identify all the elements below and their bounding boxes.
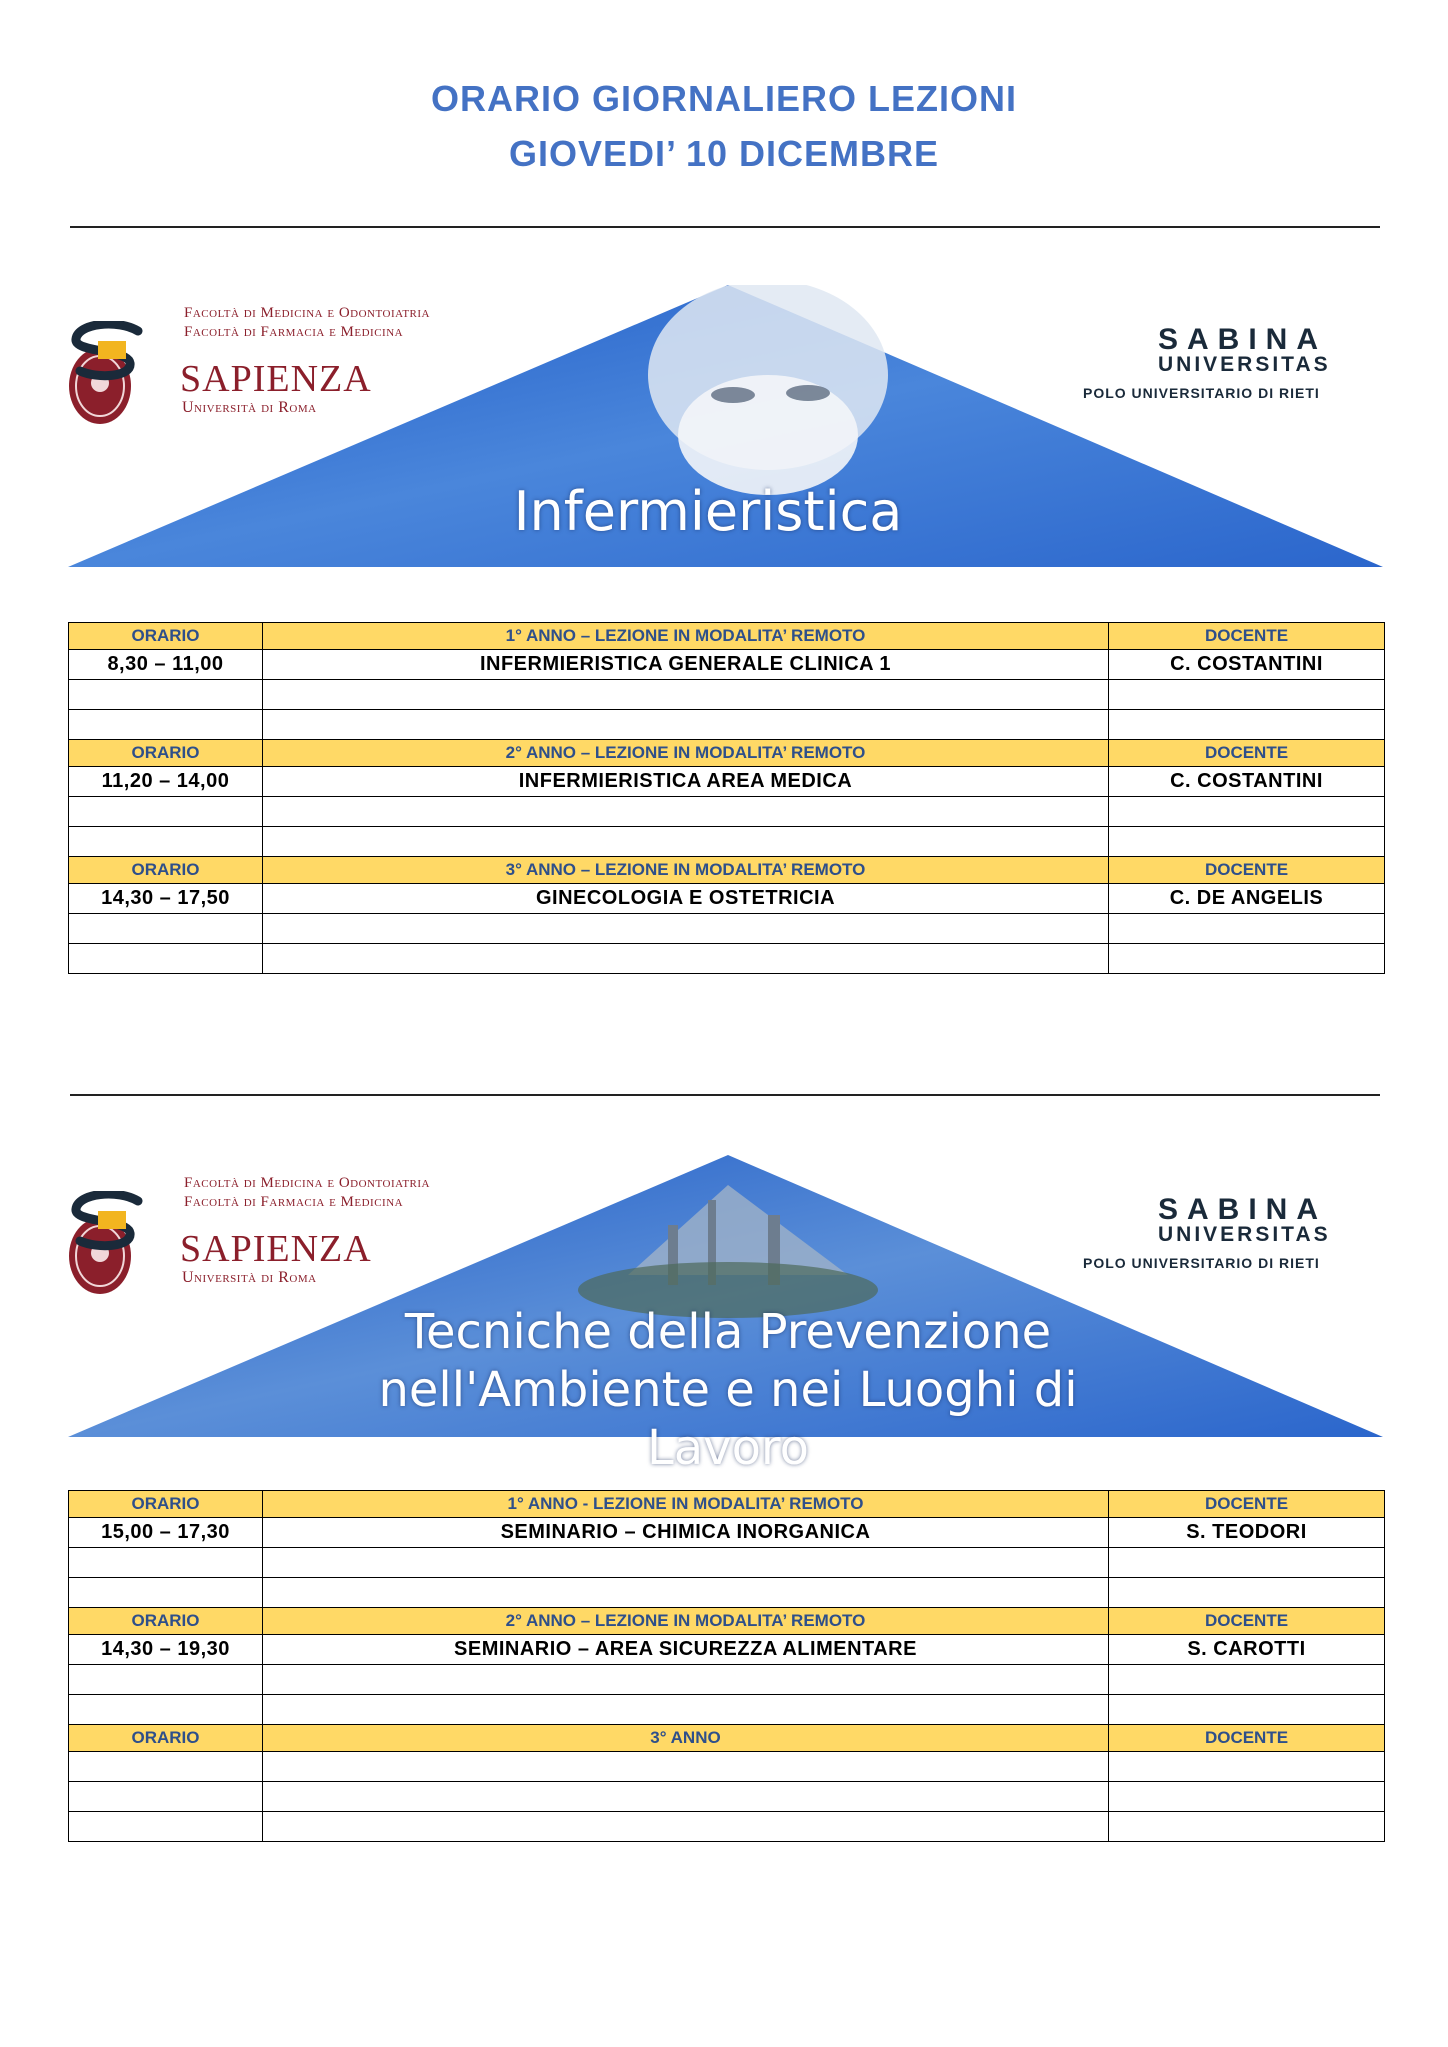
empty-row: [69, 1548, 1385, 1578]
col-orario: ORARIO: [69, 623, 263, 650]
time-cell: [69, 1752, 263, 1782]
teacher-cell: S. TEODORI: [1109, 1518, 1385, 1548]
subject-cell: SEMINARIO – AREA SICUREZZA ALIMENTARE: [263, 1635, 1109, 1665]
time-cell: 15,00 – 17,30: [69, 1518, 263, 1548]
empty-row: [69, 1695, 1385, 1725]
empty-row: [69, 1782, 1385, 1812]
col-docente: DOCENTE: [1109, 1491, 1385, 1518]
schedule-table-infermieristica: [68, 622, 1385, 974]
year-header: 1° ANNO - LEZIONE IN MODALITA’ REMOTO: [263, 1491, 1109, 1518]
year-header: 3° ANNO – LEZIONE IN MODALITA’ REMOTO: [263, 857, 1109, 884]
course-title-line1: Tecniche della Prevenzione: [404, 1304, 1052, 1360]
table-row: [69, 767, 1385, 797]
table-row: [69, 884, 1385, 914]
faculty-line2: Facoltà di Farmacia e Medicina: [184, 1194, 404, 1210]
page-title-line2: GIOVEDI’ 10 DICEMBRE: [508, 133, 940, 174]
time-cell: 14,30 – 19,30: [69, 1635, 263, 1665]
col-docente: DOCENTE: [1109, 857, 1385, 884]
divider: [70, 226, 1380, 228]
col-docente: DOCENTE: [1109, 623, 1385, 650]
schedule-table-tecniche-prevenzione: [68, 1490, 1385, 1842]
table-header-row: [69, 623, 1385, 650]
table-row: [69, 650, 1385, 680]
subject-cell: INFERMIERISTICA AREA MEDICA: [263, 767, 1109, 797]
table-header-row: [69, 1608, 1385, 1635]
time-cell: 8,30 – 11,00: [69, 650, 263, 680]
sabina-universitas: UNIVERSITAS: [1158, 353, 1331, 376]
col-docente: DOCENTE: [1109, 1608, 1385, 1635]
table-header-row: [69, 1491, 1385, 1518]
faculty-line1: Facoltà di Medicina e Odontoiatria: [184, 1175, 430, 1191]
year-header: 2° ANNO – LEZIONE IN MODALITA’ REMOTO: [263, 1608, 1109, 1635]
table-row: [69, 1518, 1385, 1548]
course-title: [298, 1303, 1158, 1477]
table-header-row: [69, 740, 1385, 767]
teacher-cell: C. COSTANTINI: [1109, 650, 1385, 680]
divider: [70, 1094, 1380, 1096]
time-cell: 14,30 – 17,50: [69, 884, 263, 914]
empty-row: [69, 914, 1385, 944]
sabina-logo-icon: [68, 1191, 164, 1251]
subject-cell: [263, 1752, 1109, 1782]
sapienza-sub: Università di Roma: [182, 399, 317, 416]
sapienza-sub: Università di Roma: [182, 1269, 317, 1286]
empty-row: [69, 797, 1385, 827]
sabina-universitas: UNIVERSITAS: [1158, 1223, 1331, 1246]
empty-row: [69, 680, 1385, 710]
table-header-row: [69, 857, 1385, 884]
col-docente: DOCENTE: [1109, 740, 1385, 767]
teacher-cell: [1109, 1752, 1385, 1782]
sapienza-name: SAPIENZA: [180, 1228, 372, 1270]
sabina-polo: POLO UNIVERSITARIO DI RIETI: [1083, 385, 1320, 401]
col-orario: ORARIO: [69, 857, 263, 884]
empty-row: [69, 827, 1385, 857]
table-header-row: [69, 1725, 1385, 1752]
sabina-name: SABINA: [1158, 323, 1328, 356]
time-cell: 11,20 – 14,00: [69, 767, 263, 797]
teacher-cell: S. CAROTTI: [1109, 1635, 1385, 1665]
empty-row: [69, 1665, 1385, 1695]
subject-cell: INFERMIERISTICA GENERALE CLINICA 1: [263, 650, 1109, 680]
col-docente: DOCENTE: [1109, 1725, 1385, 1752]
sabina-polo: POLO UNIVERSITARIO DI RIETI: [1083, 1255, 1320, 1271]
sapienza-name: SAPIENZA: [180, 358, 372, 400]
empty-row: [69, 1578, 1385, 1608]
banner-infermieristica: [68, 285, 1383, 567]
banner-tecniche-prevenzione: [68, 1155, 1383, 1476]
empty-row: [69, 944, 1385, 974]
col-orario: ORARIO: [69, 1725, 263, 1752]
empty-row: [69, 1812, 1385, 1842]
year-header: 3° ANNO: [263, 1725, 1109, 1752]
sabina-logo-icon: [68, 321, 164, 381]
teacher-cell: C. COSTANTINI: [1109, 767, 1385, 797]
year-header: 1° ANNO – LEZIONE IN MODALITA’ REMOTO: [263, 623, 1109, 650]
col-orario: ORARIO: [69, 1608, 263, 1635]
course-title: [458, 480, 958, 543]
course-title-line2: nell'Ambiente e nei Luoghi di Lavoro: [378, 1362, 1078, 1476]
table-row: [69, 1752, 1385, 1782]
table-row: [69, 1635, 1385, 1665]
subject-cell: GINECOLOGIA E OSTETRICIA: [263, 884, 1109, 914]
empty-row: [69, 710, 1385, 740]
faculty-line1: Facoltà di Medicina e Odontoiatria: [184, 305, 430, 321]
teacher-cell: C. DE ANGELIS: [1109, 884, 1385, 914]
course-title-line1: Infermieristica: [513, 480, 903, 543]
subject-cell: SEMINARIO – CHIMICA INORGANICA: [263, 1518, 1109, 1548]
col-orario: ORARIO: [69, 740, 263, 767]
sabina-name: SABINA: [1158, 1193, 1328, 1226]
year-header: 2° ANNO – LEZIONE IN MODALITA’ REMOTO: [263, 740, 1109, 767]
page-title-line1: ORARIO GIORNALIERO LEZIONI: [430, 78, 1017, 119]
col-orario: ORARIO: [69, 1491, 263, 1518]
faculty-line2: Facoltà di Farmacia e Medicina: [184, 324, 404, 340]
